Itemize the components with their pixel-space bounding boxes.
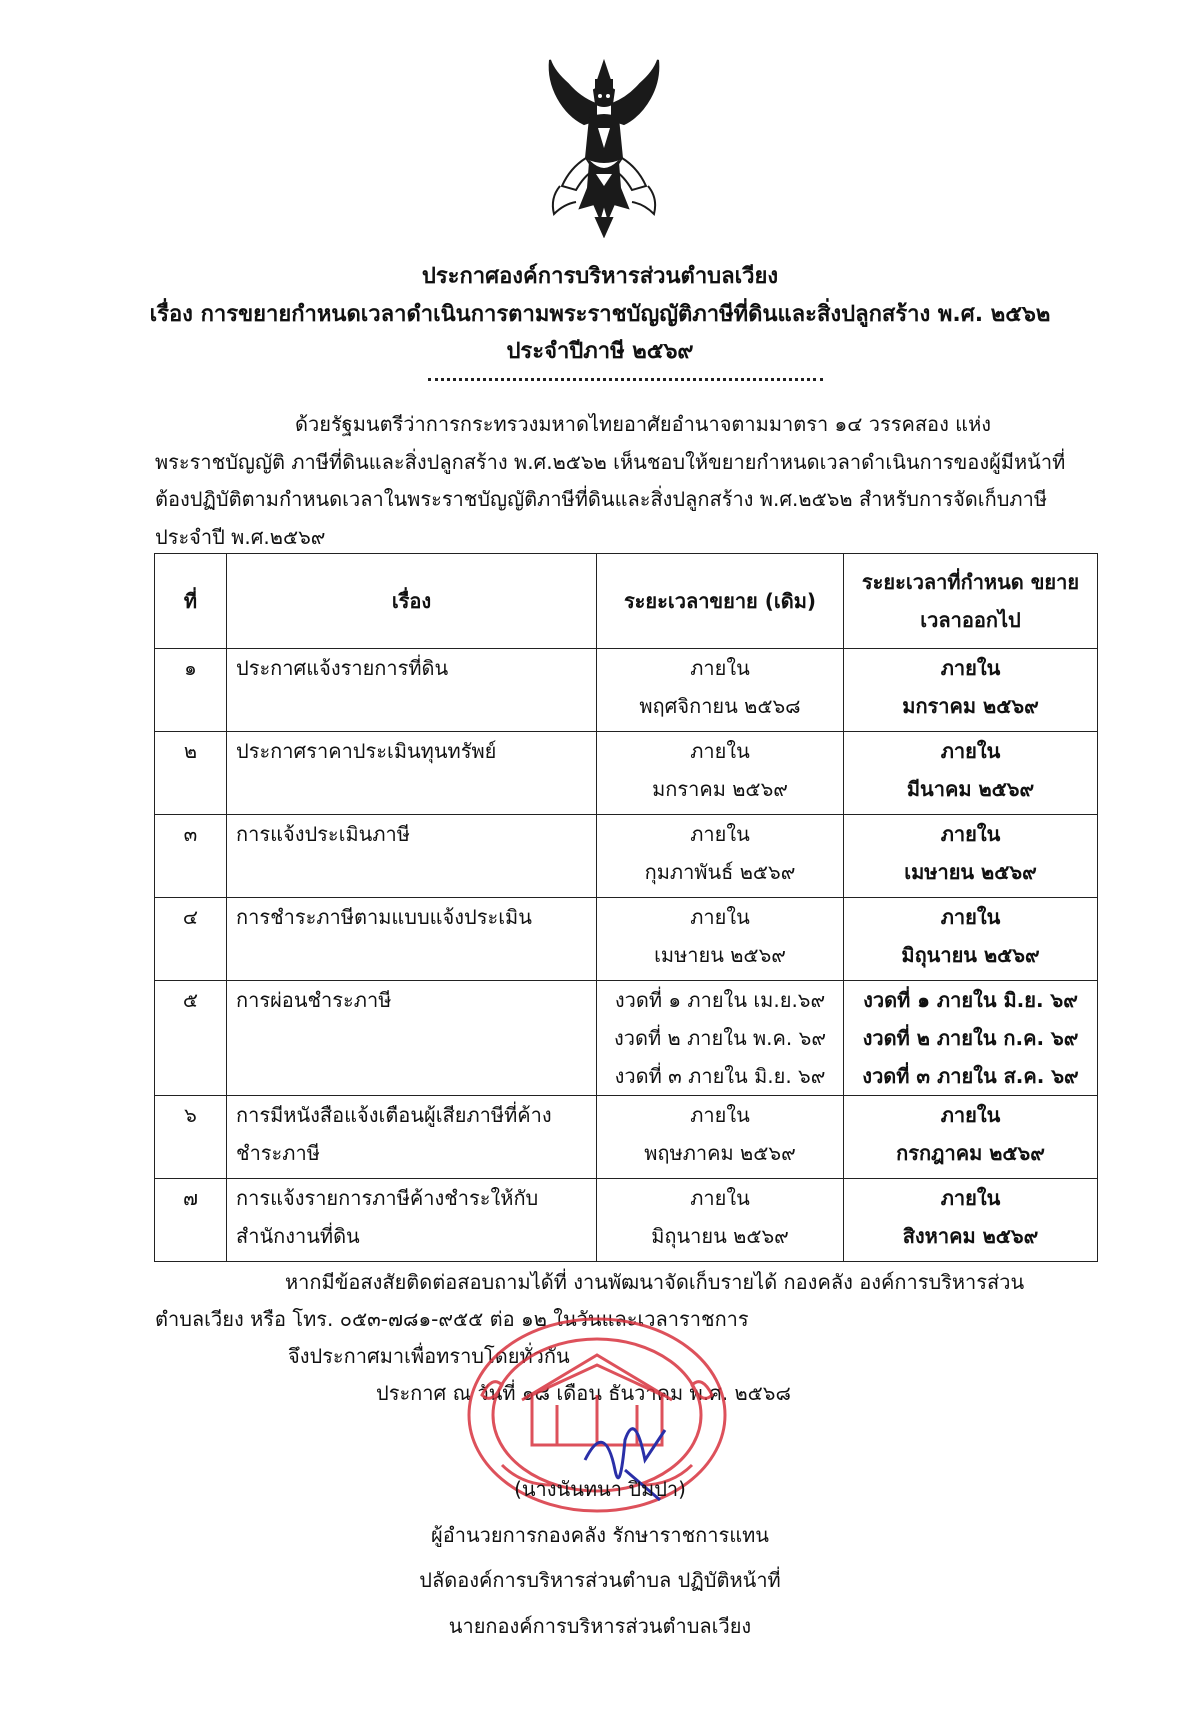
header-no: ที่ — [155, 554, 227, 649]
row-new-line: มีนาคม ๒๕๖๙ — [906, 777, 1035, 801]
row-new-line: ภายใน — [940, 739, 1001, 763]
row-old-line: งวดที่ ๒ ภายใน พ.ค. ๖๙ — [614, 1026, 826, 1050]
row-new-line: ภายใน — [940, 1103, 1001, 1127]
intro-paragraph — [155, 406, 1095, 556]
intro-line-4: ประจำปี พ.ศ.๒๕๖๙ — [155, 524, 326, 549]
table-row — [155, 815, 1098, 898]
row-old-line: พฤษภาคม ๒๕๖๙ — [644, 1141, 796, 1165]
table-row — [155, 649, 1098, 732]
row-subject: ประกาศราคาประเมินทุนทรัพย์ — [236, 739, 497, 763]
table-row — [155, 1179, 1098, 1262]
row-no: ๖ — [184, 1103, 197, 1127]
tax-year-line: ประจำปีภาษี ๒๕๖๙ — [506, 339, 694, 364]
signatory-title-3: นายกองค์การบริหารส่วนตำบลเวียง — [448, 1614, 752, 1638]
row-no: ๓ — [183, 822, 198, 846]
header-old-period: ระยะเวลาขยาย (เดิม) — [597, 554, 844, 649]
garuda-emblem-icon — [540, 58, 668, 238]
row-new-line: เมษายน ๒๕๖๙ — [904, 860, 1037, 884]
row-no: ๒ — [183, 739, 198, 763]
dotted-divider — [428, 378, 823, 381]
row-old-line: กุมภาพันธ์ ๒๕๖๙ — [644, 860, 796, 884]
table-row — [155, 1096, 1098, 1179]
row-new-line: งวดที่ ๓ ภายใน ส.ค. ๖๙ — [862, 1064, 1079, 1088]
contact-line-2: ตำบลเวียง หรือ โทร. ๐๕๓-๗๘๑-๙๕๕ ต่อ ๑๒ ในวันและเวลาราชการ — [155, 1307, 749, 1331]
row-subject: การมีหนังสือแจ้งเตือนผู้เสียภาษีที่ค้าง — [236, 1103, 552, 1127]
row-no: ๑ — [184, 656, 197, 680]
announcement-title: ประกาศองค์การบริหารส่วนตำบลเวียง — [421, 264, 779, 289]
row-old-line: พฤศจิกายน ๒๕๖๘ — [639, 694, 801, 718]
row-subject: การชำระภาษีตามแบบแจ้งประเมิน — [236, 905, 532, 929]
announcement-subject: เรื่อง การขยายกำหนดเวลาดำเนินการตามพระราชบัญญัติภาษีที่ดินและสิ่งปลูกสร้าง พ.ศ. ๒๕๖๒ — [149, 302, 1051, 327]
row-subject: การผ่อนชำระภาษี — [236, 988, 392, 1012]
row-new-line: ภายใน — [940, 1186, 1001, 1210]
row-new-line: กรกฎาคม ๒๕๖๙ — [896, 1141, 1045, 1165]
row-new-line: งวดที่ ๑ ภายใน มิ.ย. ๖๙ — [863, 988, 1078, 1012]
table-row — [155, 732, 1098, 815]
row-old-line: มิถุนายน ๒๕๖๙ — [651, 1224, 789, 1248]
header-new-period: ระยะเวลาที่กำหนด ขยายเวลาออกไป — [844, 554, 1098, 649]
date-line: ประกาศ ณ วันที่ ๑๘ เดือน ธันวาคม พ.ศ. ๒๕๖๘ — [376, 1381, 791, 1405]
intro-line-1: ด้วยรัฐมนตรีว่าการกระทรวงมหาดไทยอาศัยอำนาจตามมาตรา ๑๔ วรรคสอง แห่ง — [295, 412, 992, 436]
row-new-line: สิงหาคม ๒๕๖๙ — [902, 1224, 1039, 1248]
row-subject: สำนักงานที่ดิน — [236, 1224, 360, 1248]
header-subject: เรื่อง — [227, 554, 597, 649]
row-no: ๕ — [182, 988, 199, 1012]
row-old-line: ภายใน — [690, 905, 750, 929]
row-old-line: ภายใน — [690, 1186, 750, 1210]
table-row — [155, 898, 1098, 981]
row-old-line: งวดที่ ๓ ภายใน มิ.ย. ๖๙ — [614, 1064, 826, 1088]
schedule-table — [154, 553, 1098, 1262]
row-no: ๗ — [182, 1186, 199, 1210]
row-old-line: งวดที่ ๑ ภายใน เม.ย.๖๙ — [614, 988, 826, 1012]
row-old-line: เมษายน ๒๕๖๙ — [654, 943, 786, 967]
table-row — [155, 981, 1098, 1096]
signatory-title-1: ผู้อำนวยการกองคลัง รักษาราชการแทน — [431, 1523, 769, 1547]
signatory-name: (นางนันทนา ปิมปา) — [514, 1477, 686, 1501]
row-new-line: ภายใน — [940, 656, 1001, 680]
row-new-line: มิถุนายน ๒๕๖๙ — [901, 943, 1040, 967]
row-old-line: ภายใน — [690, 739, 750, 763]
row-old-line: ภายใน — [690, 1103, 750, 1127]
row-old-line: มกราคม ๒๕๖๙ — [652, 777, 788, 801]
row-new-line: มกราคม ๒๕๖๙ — [902, 694, 1039, 718]
row-old-line: ภายใน — [690, 656, 750, 680]
intro-line-2: พระราชบัญญัติ ภาษีที่ดินและสิ่งปลูกสร้าง พ.ศ.๒๕๖๒ เห็นชอบให้ขยายกำหนดเวลาดำเนินการของผู้มีหน้าที่ — [155, 449, 1066, 474]
signatory-title-2: ปลัดองค์การบริหารส่วนตำบล ปฏิบัติหน้าที่ — [419, 1568, 781, 1592]
row-subject: ชำระภาษี — [236, 1141, 320, 1165]
intro-line-3: ต้องปฏิบัติตามกำหนดเวลาในพระราชบัญญัติภาษีที่ดินและสิ่งปลูกสร้าง พ.ศ.๒๕๖๒ สำหรับการจัดเก็บภาษี — [155, 487, 1048, 511]
row-subject: ประกาศแจ้งรายการที่ดิน — [236, 656, 449, 680]
table-header-row — [155, 554, 1098, 649]
row-new-line: งวดที่ ๒ ภายใน ก.ค. ๖๙ — [862, 1026, 1079, 1050]
row-no: ๔ — [182, 905, 199, 929]
row-subject: การแจ้งรายการภาษีค้างชำระให้กับ — [236, 1186, 539, 1210]
row-old-line: ภายใน — [690, 822, 750, 846]
row-new-line: ภายใน — [940, 905, 1001, 929]
contact-line-1: หากมีข้อสงสัยติดต่อสอบถามได้ที่ งานพัฒนาจัดเก็บรายได้ กองคลัง องค์การบริหารส่วน — [285, 1270, 1025, 1294]
row-subject: การแจ้งประเมินภาษี — [236, 822, 410, 846]
row-new-line: ภายใน — [940, 822, 1001, 846]
closing-line: จึงประกาศมาเพื่อทราบโดยทั่วกัน — [288, 1344, 570, 1368]
